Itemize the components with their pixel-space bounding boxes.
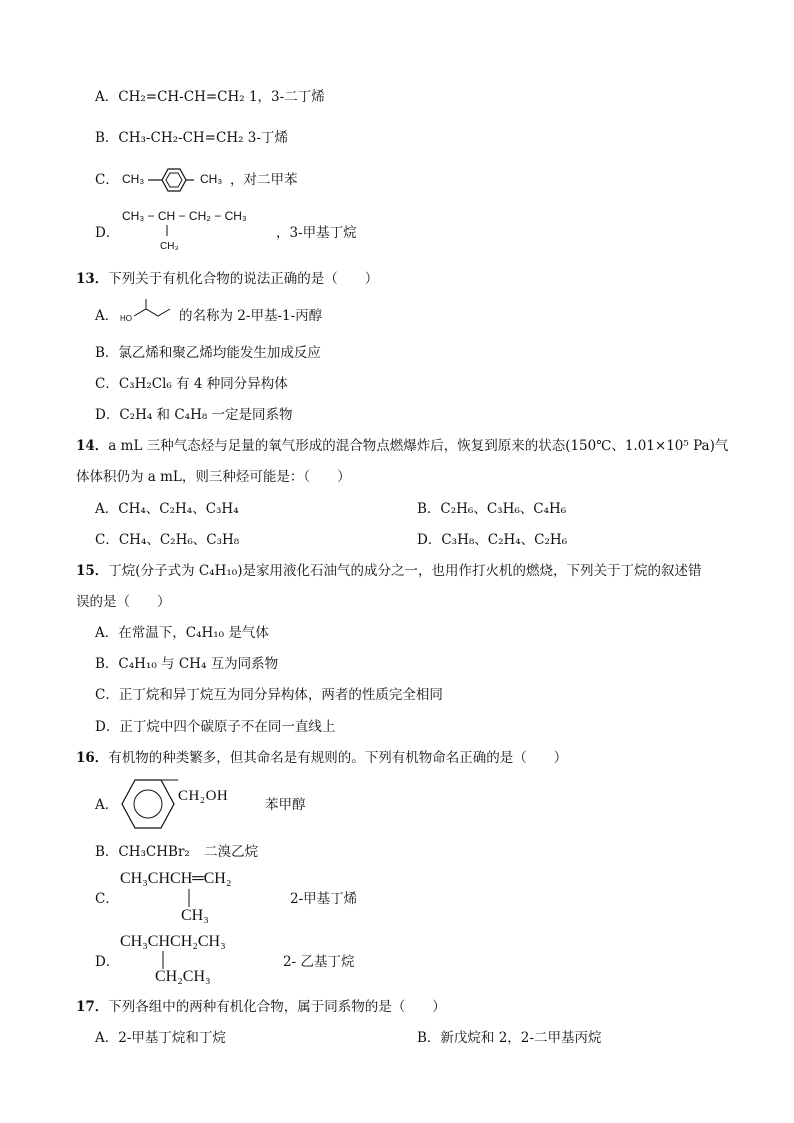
p-xylene-left-group: CH₃ xyxy=(122,172,145,186)
question-14-line-1 xyxy=(76,437,728,455)
q13-option-b xyxy=(95,344,321,362)
q15-option-d xyxy=(95,718,335,736)
option-letter: A． xyxy=(95,1030,119,1046)
benzene-ring-icon xyxy=(118,776,182,832)
question-number: 15． xyxy=(76,563,109,579)
option-letter: A． xyxy=(95,625,119,641)
option-letter: B． xyxy=(95,345,119,361)
q12-option-d xyxy=(95,224,119,242)
option-text: 2-甲基丁烷和丁烷 xyxy=(118,1030,226,1046)
q12-option-a xyxy=(95,88,325,106)
question-stem: 有机物的种类繁多，但其命名是有规则的。下列有机物命名正确的是（ ） xyxy=(108,750,568,766)
q13-option-d xyxy=(95,406,293,424)
structure-top-chain: CH₃CHCH₂CH₃ xyxy=(120,933,226,950)
hydroxyl-label: HO xyxy=(120,314,132,323)
option-letter: C． xyxy=(95,891,119,907)
compound-name: 二溴乙烷 xyxy=(204,844,259,860)
q16-option-a-name: 苯甲醇 xyxy=(265,797,306,813)
question-stem: 下列各组中的两种有机化合物，属于同系物的是（ ） xyxy=(108,999,446,1015)
option-text: CH₄、C₂H₄、C₃H₄ xyxy=(118,501,239,517)
compound-name: 3-丁烯 xyxy=(243,130,288,146)
question-15-line-1 xyxy=(76,562,701,580)
q16-option-a xyxy=(95,796,118,814)
option-letter: A． xyxy=(95,89,119,105)
option-letter: D． xyxy=(95,407,120,423)
q14-option-a xyxy=(95,500,239,518)
option-letter: D． xyxy=(417,532,442,548)
q16-option-b xyxy=(95,843,258,861)
q14-option-c xyxy=(95,531,239,549)
skeletal-structure-icon xyxy=(134,298,174,322)
option-letter: A． xyxy=(95,308,119,324)
option-text: 氯乙烯和聚乙烯均能发生加成反应 xyxy=(118,345,321,361)
question-number: 13． xyxy=(76,271,109,287)
option-text: C₄H₁₀ 与 CH₄ 互为同系物 xyxy=(118,656,279,672)
question-13 xyxy=(76,270,378,288)
option-text: 在常温下，C₄H₁₀ 是气体 xyxy=(118,625,269,641)
question-15-line-2: 误的是（ ） xyxy=(76,594,171,610)
option-letter: B． xyxy=(95,844,119,860)
compound-name: 1，3-二丁烯 xyxy=(244,89,325,105)
structure-top-chain: CH₃CHCH═CH₂ xyxy=(120,870,232,887)
q15-option-a xyxy=(95,624,269,642)
question-stem: 下列关于有机化合物的说法正确的是（ ） xyxy=(108,271,379,287)
q13-option-a-name: 的名称为 2-甲基-1-丙醇 xyxy=(179,308,323,324)
q12-option-d-name: ，3-甲基丁烷 xyxy=(276,225,357,241)
q14-option-d xyxy=(417,531,567,549)
branch-bond xyxy=(166,225,170,237)
structure-branch: CH₂CH₃ xyxy=(155,968,211,985)
option-text: C₃H₈、C₂H₄、C₂H₆ xyxy=(441,532,568,548)
option-letter: B． xyxy=(417,1030,441,1046)
question-number: 17． xyxy=(76,999,109,1015)
q16-option-d-name: 2- 乙基丁烷 xyxy=(283,954,355,970)
question-14-line-2: 体体积仍为 a mL，则三种烃可能是：（ ） xyxy=(76,469,351,485)
structure-branch: CH₃ xyxy=(160,241,179,252)
option-letter: D． xyxy=(95,719,120,735)
formula: CH₃-CH₂-CH=CH₂ xyxy=(118,130,244,146)
option-letter: C． xyxy=(95,172,119,188)
option-letter: A． xyxy=(95,501,119,517)
q12-option-c xyxy=(95,171,119,189)
option-text: 正丁烷和异丁烷互为同分异构体，两者的性质完全相同 xyxy=(118,687,443,703)
q16-option-d xyxy=(95,953,119,971)
q17-option-b xyxy=(417,1029,601,1047)
option-text: 正丁烷中四个碳原子不在同一直线上 xyxy=(119,719,336,735)
q13-option-a xyxy=(95,307,118,325)
option-text: C₂H₆、C₃H₆、C₄H₆ xyxy=(440,501,567,517)
option-letter: C． xyxy=(95,532,119,548)
question-stem: a mL 三种气态烃与足量的氧气形成的混合物点燃爆炸后，恢复到原来的状态(150℃、1.01×10⁵ Pa)气 xyxy=(108,438,729,454)
q17-option-a xyxy=(95,1029,226,1047)
option-letter: B． xyxy=(95,656,119,672)
question-number: 14． xyxy=(76,438,109,454)
question-16 xyxy=(76,749,567,767)
hydroxymethyl-group: CH₂OH xyxy=(178,788,229,804)
option-text: C₂H₄ 和 C₄H₈ 一定是同系物 xyxy=(119,407,293,423)
p-xylene-right-group: CH₃ xyxy=(200,172,223,186)
q16-option-c xyxy=(95,890,119,908)
q12-option-b xyxy=(95,129,288,147)
formula: CH₂=CH-CH=CH₂ xyxy=(118,89,245,105)
branch-bond xyxy=(188,889,192,909)
option-text: C₃H₂Cl₆ 有 4 种同分异构体 xyxy=(118,376,288,392)
option-letter: D． xyxy=(95,225,120,241)
option-letter: D． xyxy=(95,954,120,970)
formula: CH₃CHBr₂ xyxy=(118,844,190,860)
option-letter: B． xyxy=(95,130,119,146)
option-letter: A． xyxy=(95,797,119,813)
option-letter: B． xyxy=(417,501,441,517)
q14-option-b xyxy=(417,500,566,518)
q15-option-b xyxy=(95,655,278,673)
structure-top-chain: CH₃ − CH − CH₂ − CH₃ xyxy=(122,209,247,223)
q16-option-c-name: 2-甲基丁烯 xyxy=(290,891,358,907)
question-number: 16． xyxy=(76,750,109,766)
option-text: 新戊烷和 2，2-二甲基丙烷 xyxy=(440,1030,602,1046)
option-text: CH₄、C₂H₆、C₃H₈ xyxy=(118,532,240,548)
benzene-ring-icon xyxy=(148,163,198,197)
q12-option-c-name: ，对二甲苯 xyxy=(230,172,298,188)
option-letter: C． xyxy=(95,687,119,703)
question-17 xyxy=(76,998,446,1016)
q15-option-c xyxy=(95,686,443,704)
option-letter: C． xyxy=(95,376,119,392)
q13-option-c xyxy=(95,375,288,393)
structure-branch: CH₃ xyxy=(181,907,209,924)
question-stem: 丁烷(分子式为 C₄H₁₀)是家用液化石油气的成分之一，也用作打火机的燃烧，下列关于丁烷的叙述错 xyxy=(108,563,702,579)
